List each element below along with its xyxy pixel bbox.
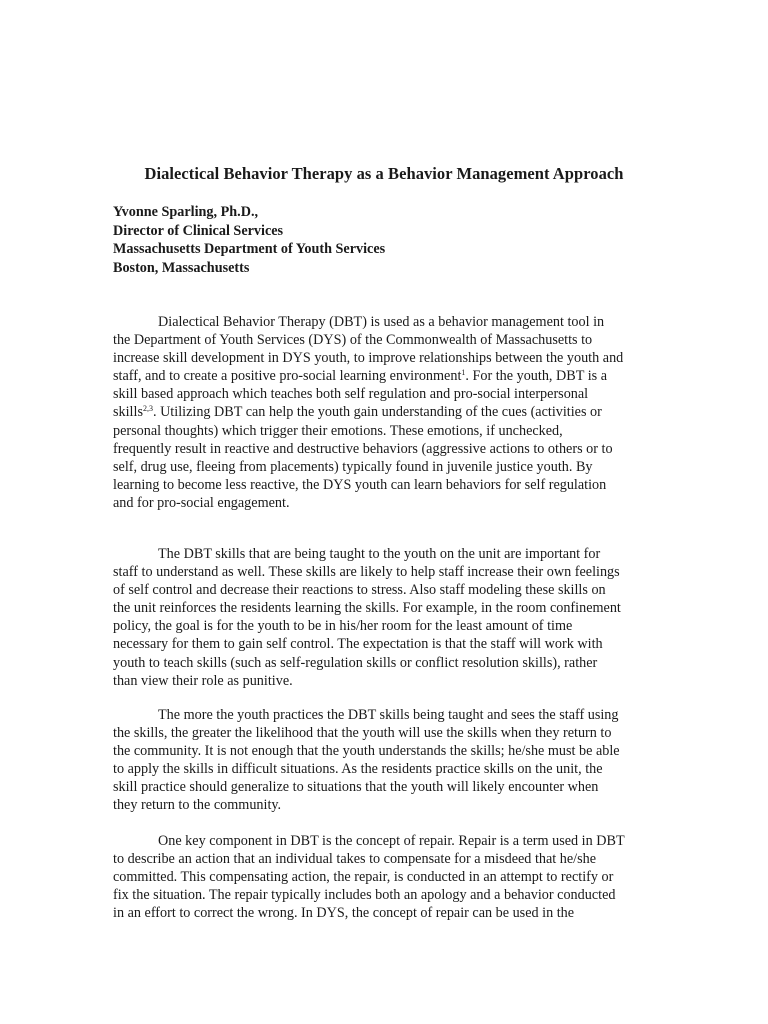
paragraph-line: committed. This compensating action, the repair, is conducted in an attempt to rectify or xyxy=(113,869,614,886)
paragraph-line: frequently result in reactive and destructive behaviors (aggressive actions to others or to xyxy=(113,440,613,457)
paragraph-2 xyxy=(113,545,621,690)
author-block xyxy=(113,203,385,277)
paragraph-line: skill based approach which teaches both self regulation and pro-social interpersonal xyxy=(113,386,589,403)
document-title: Dialectical Behavior Therapy as a Behavior Management Approach xyxy=(144,164,624,183)
paragraph-line: One key component in DBT is the concept of repair. Repair is a term used in DBT xyxy=(158,833,625,849)
paragraph-line: policy, the goal is for the youth to be in his/her room for the least amount of time xyxy=(113,618,573,635)
paragraph-line: and for pro-social engagement. xyxy=(113,494,290,511)
author-name: Yvonne Sparling, Ph.D., xyxy=(113,204,259,220)
paragraph-line xyxy=(113,367,623,385)
paragraph-line: skill practice should generalize to situations that the youth will likely encounter when xyxy=(113,779,599,796)
paragraph-line: than view their role as punitive. xyxy=(113,672,293,689)
author-location: Boston, Massachusetts xyxy=(113,259,250,276)
line-text: staff, and to create a positive pro-social learning environment xyxy=(113,368,462,385)
paragraph-line: learning to become less reactive, the DYS youth can learn behaviors for self regulation xyxy=(113,476,607,493)
paragraph-line: to describe an action that an individual takes to compensate for a misdeed that he/she xyxy=(113,851,597,868)
paragraph-line: personal thoughts) which trigger their emotions. These emotions, if unchecked, xyxy=(113,422,563,439)
line-text: . Utilizing DBT can help the youth gain understanding of the cues (activities or xyxy=(152,404,602,421)
paragraph-line: Dialectical Behavior Therapy (DBT) is used as a behavior management tool in xyxy=(158,314,605,330)
paragraph-line: the skills, the greater the likelihood that the youth will use the skills when they return to xyxy=(113,725,612,742)
paragraph-line: of self control and decrease their reactions to stress. Also staff modeling these skills on xyxy=(113,582,606,599)
footnote-marker: 1 xyxy=(461,368,466,378)
paragraph-line: self, drug use, fleeing from placements) typically found in juvenile justice youth. By xyxy=(113,458,593,475)
paragraph-line: in an effort to correct the wrong. In DYS, the concept of repair can be used in the xyxy=(113,905,575,922)
line-text: . For the youth, DBT is a xyxy=(465,368,608,385)
paragraph-line: they return to the community. xyxy=(113,797,282,814)
line-text: skills xyxy=(113,404,143,421)
paragraph-line: increase skill development in DYS youth, to improve relationships between the youth and xyxy=(113,350,624,367)
paragraph-line: staff to understand as well. These skills are likely to help staff increase their own feelings xyxy=(113,564,620,581)
paragraph-line: youth to teach skills (such as self-regulation skills or conflict resolution skills), rather xyxy=(113,654,598,671)
author-position: Director of Clinical Services xyxy=(113,222,284,239)
paragraph-3 xyxy=(113,706,620,815)
footnote-marker: 2,3 xyxy=(142,404,153,414)
paragraph-line: to apply the skills in difficult situations. As the residents practice skills on the unit, the xyxy=(113,761,603,778)
paragraph-line: necessary for them to gain self control. The expectation is that the staff will work with xyxy=(113,636,603,653)
paragraph-line: the Department of Youth Services (DYS) of the Commonwealth of Massachusetts to xyxy=(113,332,593,349)
paragraph-line: fix the situation. The repair typically includes both an apology and a behavior conducted xyxy=(113,887,616,904)
paragraph-line xyxy=(113,403,623,421)
author-organization: Massachusetts Department of Youth Services xyxy=(113,241,386,258)
paragraph-line: The more the youth practices the DBT skills being taught and sees the staff using xyxy=(158,707,619,723)
paragraph-4 xyxy=(113,832,625,922)
paragraph-line: The DBT skills that are being taught to the youth on the unit are important for xyxy=(158,546,601,562)
paragraph-1 xyxy=(113,313,623,512)
paragraph-line: the community. It is not enough that the youth understands the skills; he/she must be able xyxy=(113,743,620,760)
paragraph-line: the unit reinforces the residents learning the skills. For example, in the room confinement xyxy=(113,600,621,617)
